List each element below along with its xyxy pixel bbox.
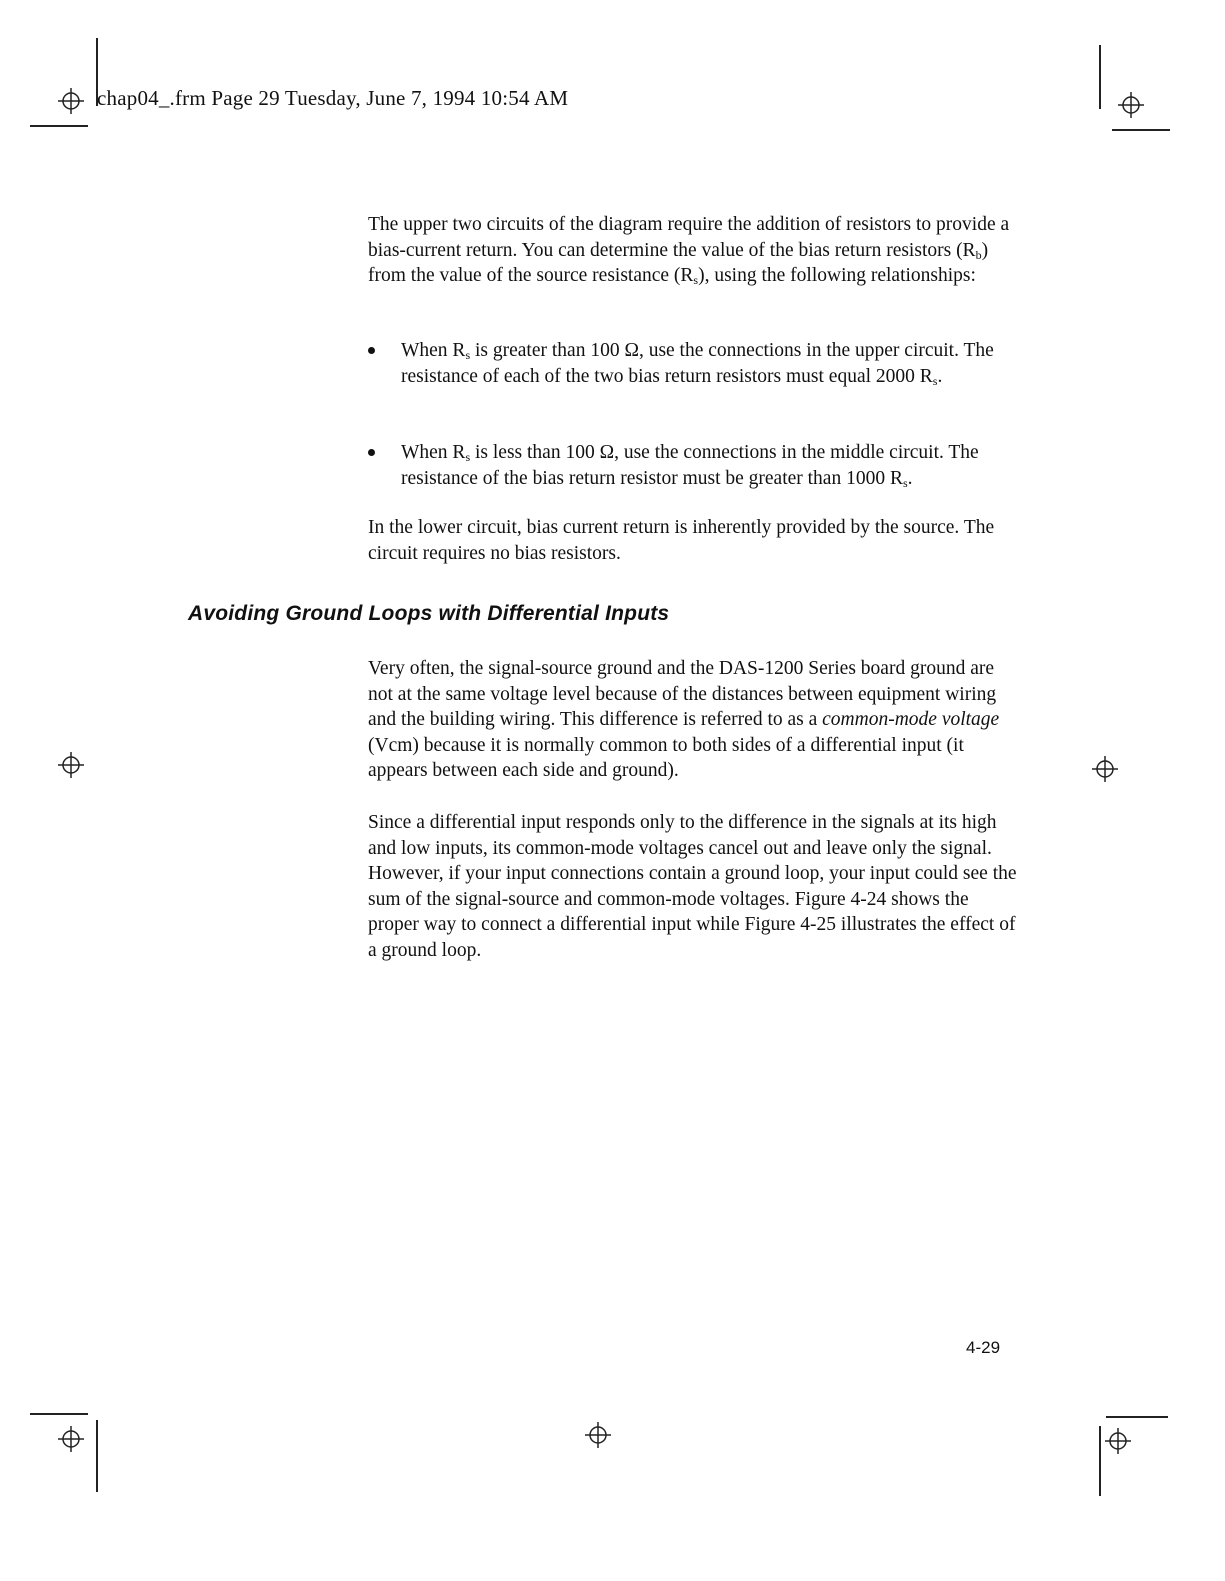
crop-line-bottom-right-horizontal [1106, 1416, 1168, 1418]
subscript: s [693, 273, 699, 288]
text-run: When R [401, 442, 466, 463]
subscript: s [465, 348, 471, 362]
crop-line-bottom-left-horizontal [30, 1413, 88, 1415]
subscript: b [975, 247, 982, 262]
text-run: (Vcm) because it is normally common to both sides of a differential input (it appears between each side and ground). [368, 734, 964, 782]
registration-mark-icon [1105, 1428, 1131, 1454]
text-run: . [937, 365, 943, 387]
subscript: s [902, 475, 908, 490]
subscript: s [465, 450, 471, 464]
registration-mark-icon [1118, 92, 1144, 118]
text-run: ) from the value of the source resistance (R [368, 239, 989, 287]
text-run: Very often, the signal-source ground and the DAS-1200 Series board ground are not at the same voltage level because of the distances between equipment wiring and the building wiring. This difference is referred to as a [368, 658, 997, 731]
bullet-item [368, 440, 1018, 491]
registration-mark-icon [58, 752, 84, 778]
registration-mark-icon [58, 1426, 84, 1452]
page-number: 4-29 [966, 1338, 1001, 1357]
text-run: The upper two circuits of the diagram require the addition of resistors to provide a bias-current return. You can determine the value of the bias return resistors (R [368, 214, 1010, 261]
section-heading: Avoiding Ground Loops with Differential Inputs [188, 602, 670, 625]
text-run: ), using the following relationships: [698, 265, 976, 287]
crop-line-bottom-right-vertical [1099, 1426, 1101, 1496]
text-run: When R [401, 340, 466, 361]
registration-mark-icon [1092, 756, 1118, 782]
registration-mark-icon [585, 1422, 611, 1448]
text-run: is less than 100 Ω, use the connections in the middle circuit. The resistance of the bias return resistor must be greater than 1000 R [401, 442, 979, 489]
running-header: chap04_.frm Page 29 Tuesday, June 7, 1994 10:54 AM [97, 86, 569, 110]
subscript: s [932, 373, 938, 388]
crop-line-top-right-vertical [1099, 45, 1101, 109]
text-run: . [907, 467, 913, 489]
body-paragraph [368, 212, 1018, 289]
bullet-dot-icon [368, 449, 375, 456]
bullet-dot-icon [368, 347, 375, 354]
crop-line-top-right-horizontal [1112, 129, 1170, 131]
emphasis-term: common-mode voltage [822, 709, 1000, 731]
body-paragraph [368, 656, 1018, 784]
text-run: is greater than 100 Ω, use the connections in the upper circuit. The resistance of each of the two bias return resistors must equal 2000 R [401, 340, 994, 387]
bullet-item [368, 338, 1018, 389]
body-paragraph: In the lower circuit, bias current return is inherently provided by the source. The circuit requires no bias resistors. [368, 517, 995, 564]
registration-mark-icon [58, 88, 84, 114]
body-paragraph: Since a differential input responds only to the difference in the signals at its high and low inputs, its common-mode voltages cancel out and leave only the signal. However, if your input connections contain a ground loop, your input could see the sum of the signal-source and common-mode voltages. Figure 4-24 shows the proper way to connect a differential input while Figure 4-25 illustrates the effect of a ground loop. [368, 812, 1017, 961]
crop-line-bottom-left-vertical [96, 1420, 98, 1492]
crop-line-top-left-horizontal [30, 125, 88, 127]
